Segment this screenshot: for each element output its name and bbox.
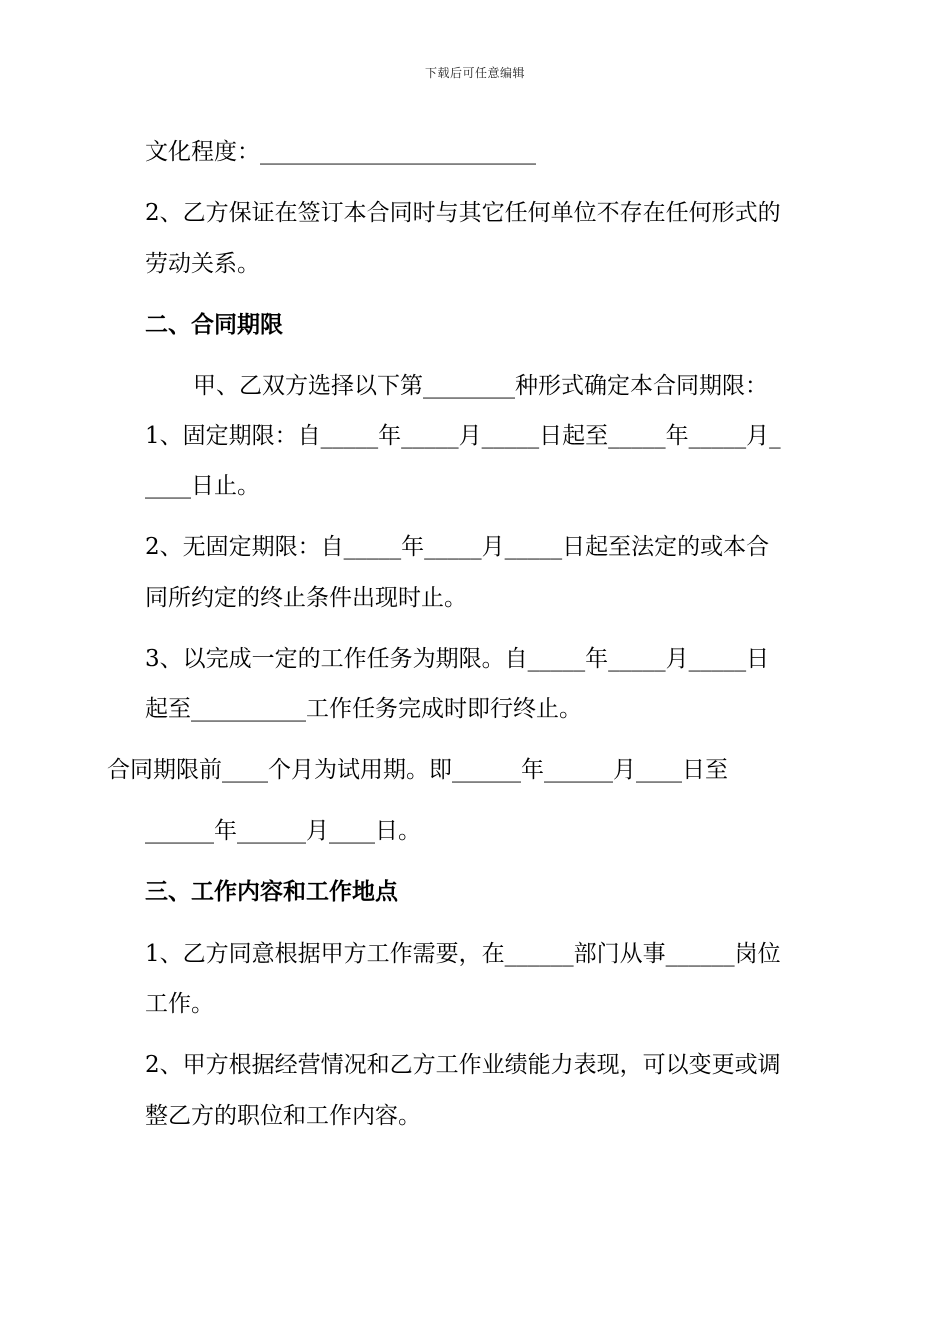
task-term-line-2: 起至__________工作任务完成时即行终止。	[145, 696, 582, 722]
probation-line-2: ______年______月____日。	[145, 818, 421, 844]
work-adjust-line-2: 整乙方的职位和工作内容。	[145, 1103, 421, 1129]
page-header: 下载后可任意编辑	[424, 66, 525, 80]
probation-line-1: 合同期限前____个月为试用期。即______年______月____日至	[107, 757, 728, 783]
term-choice-line: 甲、乙双方选择以下第________种形式确定本合同期限：	[193, 373, 768, 399]
section-heading-work-content: 三、工作内容和工作地点	[145, 878, 398, 905]
education-level-line: 文化程度：________________________	[145, 139, 536, 165]
clause-guarantee-line-2: 劳动关系。	[145, 251, 260, 277]
fixed-term-line-1: 1、固定期限：自_____年_____月_____日起至_____年_____月_	[145, 423, 781, 449]
open-term-line-1: 2、无固定期限：自_____年_____月_____日起至法定的或本合	[145, 534, 770, 560]
work-content-line-1: 1、乙方同意根据甲方工作需要，在______部门从事______岗位	[145, 941, 781, 967]
clause-guarantee-line-1: 2、乙方保证在签订本合同时与其它任何单位不存在任何形式的	[145, 200, 781, 226]
task-term-line-1: 3、以完成一定的工作任务为期限。自_____年_____月_____日	[145, 646, 770, 672]
work-content-line-2: 工作。	[145, 991, 214, 1017]
work-adjust-line-1: 2、甲方根据经营情况和乙方工作业绩能力表现，可以变更或调	[145, 1052, 781, 1078]
open-term-line-2: 同所约定的终止条件出现时止。	[145, 585, 467, 611]
fixed-term-line-2: ____日止。	[145, 473, 260, 499]
section-heading-contract-term: 二、合同期限	[145, 311, 283, 338]
